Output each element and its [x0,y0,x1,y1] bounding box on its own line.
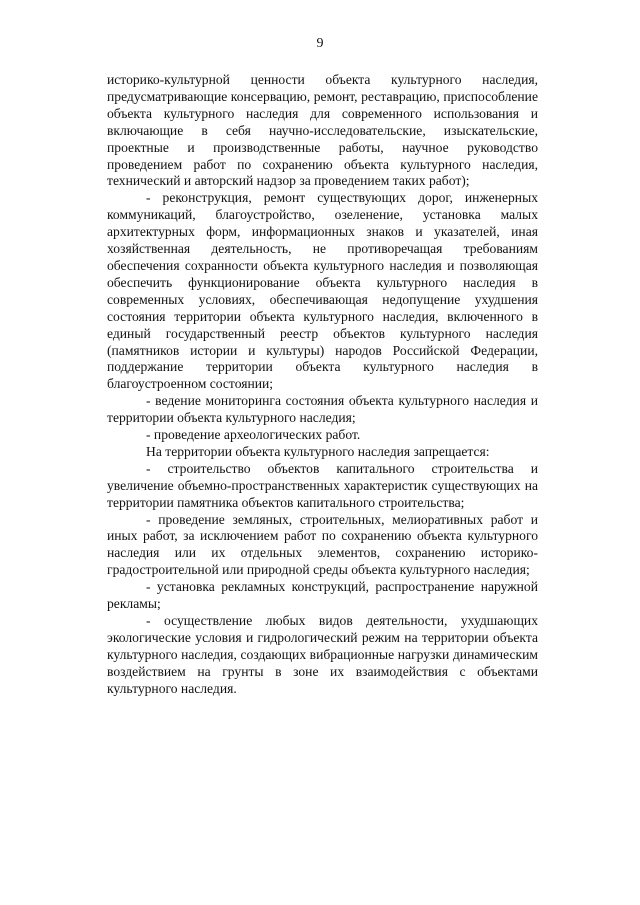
paragraph: - ведение мониторинга состояния объекта культурного наследия и территории объекта культурного наследия; [107,393,538,426]
page-number: 9 [316,36,324,51]
paragraph: На территории объекта культурного наследия запрещается: [146,443,490,459]
paragraph: - установка рекламных конструкций, распространение наружной рекламы; [107,579,538,612]
paragraph: историко-культурной ценности объекта культурного наследия, предусматривающие консервацию, ремонт, реставрацию, приспособление объекта культурного наследия для современного использования и включающие в себя научно-исследовательские, изыскательские, проектные и производственные работы, научное руководство проведением работ по сохранению объекта культурного наследия, технический и авторский надзор за проведением таких работ); [107,72,538,189]
paragraph: - проведение археологических работ. [146,427,361,443]
paragraph: - реконструкция, ремонт существующих дорог, инженерных коммуникаций, благоустройство, озеленение, установка малых архитектурных форм, информационных знаков и указателей, иная хозяйственная деятельность, не противоречащая требованиям обеспечения сохранности объекта культурного наследия и позволяющая обеспечить функционирование объекта культурного наследия в современных условиях, обеспечивающая недопущение ухудшения состояния территории объекта культурного наследия, включенного в единый государственный реестр объектов культурного наследия (памятников истории и культуры) народов Российской Федерации, поддержание территории объекта культурного наследия в благоустроенном состоянии; [107,190,538,392]
paragraph: - осуществление любых видов деятельности, ухудшающих экологические условия и гидрологический режим на территории объекта культурного наследия, создающих вибрационные нагрузки динамическим воздействием на грунты в зоне их взаимодействия с объектами культурного наследия. [107,613,538,696]
paragraph: - строительство объектов капитального строительства и увеличение объемно-пространственных характеристик существующих на территории памятника объектов капитального строительства; [107,460,538,510]
document-body [107,72,538,698]
paragraph: - проведение земляных, строительных, мелиоративных работ и иных работ, за исключением работ по сохранению объекта культурного наследия или их отдельных элементов, сохранению историко-градостроительной или природной среды объекта культурного наследия; [107,511,538,578]
